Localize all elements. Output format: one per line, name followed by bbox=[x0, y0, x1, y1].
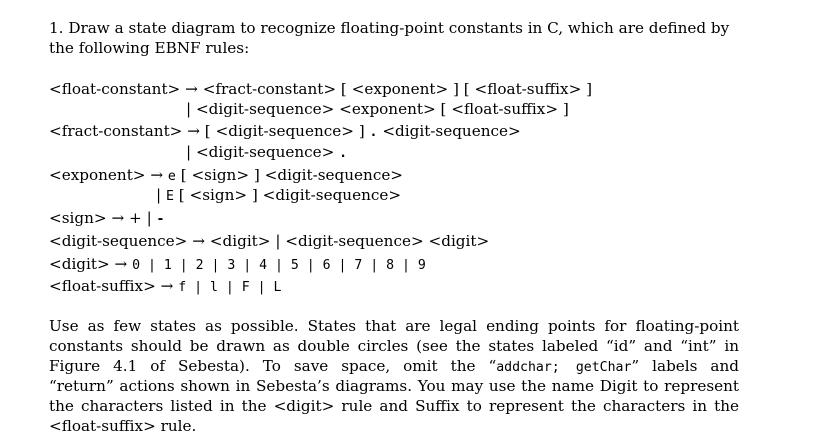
arrow-icon: → bbox=[160, 277, 174, 295]
rule-lhs: <exponent> bbox=[49, 166, 146, 184]
instructions-paragraph bbox=[49, 316, 739, 436]
instructions-line-3-part-b: ” labels and bbox=[631, 357, 739, 375]
arrow-icon: → bbox=[192, 232, 205, 250]
inline-code: addchar; getChar bbox=[496, 360, 632, 375]
rule-rhs: [ <sign> ] <digit-sequence> bbox=[178, 186, 402, 204]
grammar-rule-float-suffix bbox=[49, 276, 281, 298]
rule-rhs-part: [ <digit-sequence> ] bbox=[204, 122, 365, 140]
dot-terminal: . bbox=[369, 125, 378, 140]
instructions-line-2: constants should be drawn as double circles (see the states labeled “id” and “int” in bbox=[49, 337, 739, 355]
dot-terminal: . bbox=[339, 146, 348, 161]
instructions-line-5: the characters listed in the <digit> rule and Suffix to represent the characters in the bbox=[49, 397, 739, 415]
grammar-rule-exponent bbox=[49, 165, 403, 187]
question-line-2: the following EBNF rules: bbox=[49, 39, 250, 57]
grammar-rule-fract-constant-alt bbox=[186, 142, 347, 164]
minus-terminal: - bbox=[156, 212, 165, 227]
suffix-terminals: f | l | F | L bbox=[178, 280, 282, 295]
arrow-icon: → bbox=[187, 122, 200, 140]
e-terminal: e bbox=[167, 169, 176, 184]
grammar-rule-digit-sequence bbox=[49, 231, 489, 251]
grammar-rule-digit bbox=[49, 254, 426, 276]
rule-rhs: <digit> | <digit-sequence> <digit> bbox=[209, 232, 490, 250]
rule-lhs: <float-constant> bbox=[49, 80, 181, 98]
alt-bar: | bbox=[146, 209, 152, 227]
rule-lhs: <fract-constant> bbox=[49, 122, 183, 140]
grammar-rule-fract-constant bbox=[49, 121, 521, 143]
rule-lhs: <digit-sequence> bbox=[49, 232, 188, 250]
rule-rhs-part: | <digit-sequence> bbox=[186, 143, 335, 161]
arrow-icon: → bbox=[114, 255, 128, 273]
arrow-icon: → bbox=[185, 80, 198, 98]
grammar-rule-sign bbox=[49, 208, 164, 230]
rule-rhs: <fract-constant> [ <exponent> ] [ <float-suffix> ] bbox=[202, 80, 593, 98]
arrow-icon: → bbox=[111, 209, 125, 227]
arrow-icon: → bbox=[150, 166, 164, 184]
grammar-rule-exponent-alt bbox=[156, 185, 401, 207]
rule-lhs: <sign> bbox=[49, 209, 107, 227]
rule-rhs: [ <sign> ] <digit-sequence> bbox=[180, 166, 404, 184]
rule-lhs: <float-suffix> bbox=[49, 277, 156, 295]
digit-terminals: 0 | 1 | 2 | 3 | 4 | 5 | 6 | 7 | 8 | 9 bbox=[132, 258, 426, 273]
instructions-line-4: “return” actions shown in Sebesta’s diagrams. You may use the name Digit to represent bbox=[49, 377, 739, 395]
rule-rhs-part: <digit-sequence> bbox=[382, 122, 521, 140]
E-terminal: E bbox=[165, 189, 174, 204]
grammar-rule-float-constant bbox=[49, 79, 592, 99]
grammar-rule-float-constant-alt: | <digit-sequence> <exponent> [ <float-suffix> ] bbox=[186, 100, 569, 118]
instructions-line-3 bbox=[49, 356, 739, 376]
question-line-1: 1. Draw a state diagram to recognize floating-point constants in C, which are defined by bbox=[49, 19, 730, 37]
instructions-line-6: <float-suffix> rule. bbox=[49, 417, 197, 435]
instructions-line-3-part-a: Figure 4.1 of Sebesta). To save space, omit the “ bbox=[49, 357, 497, 375]
rule-lhs: <digit> bbox=[49, 255, 110, 273]
instructions-line-1: Use as few states as possible. States that are legal ending points for floating-point bbox=[49, 317, 739, 335]
plus-terminal: + bbox=[129, 209, 142, 227]
alt-bar: | bbox=[156, 186, 162, 204]
